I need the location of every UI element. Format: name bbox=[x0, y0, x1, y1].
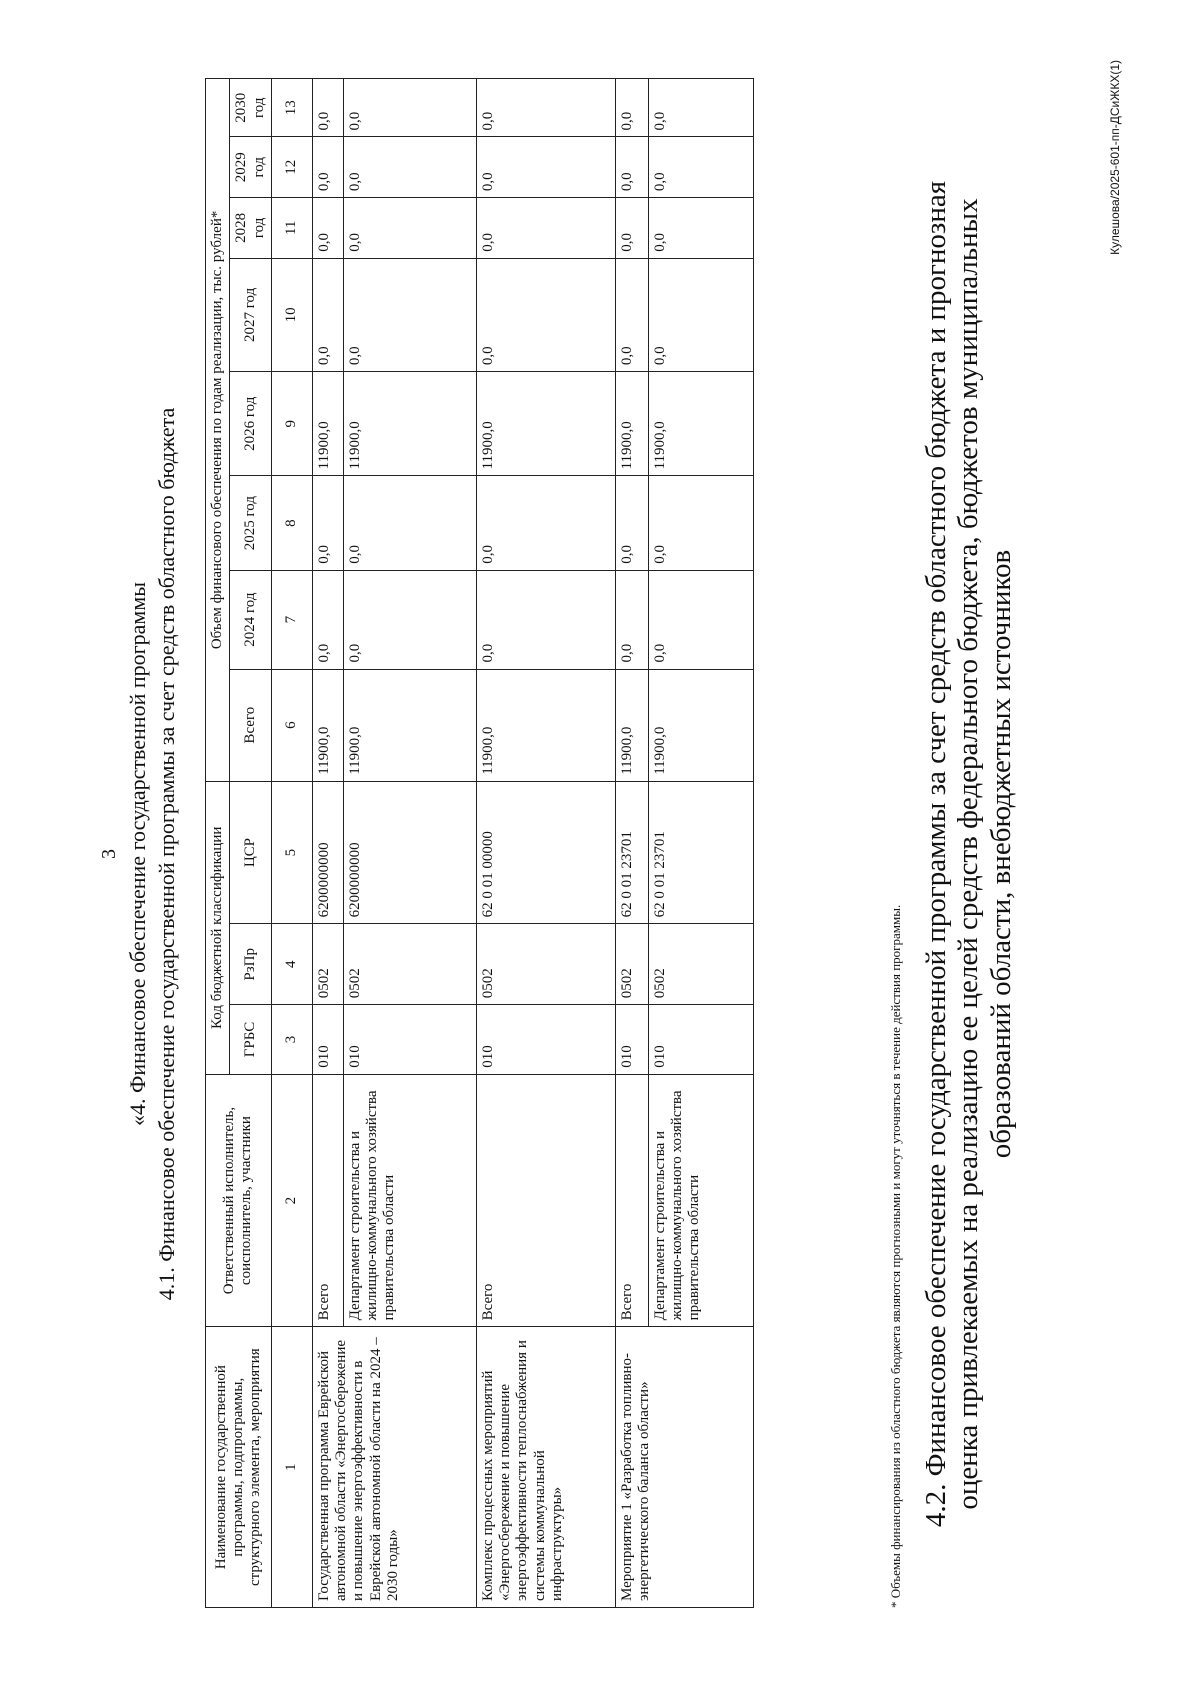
year-cell: 0,0 bbox=[343, 258, 476, 371]
rzpr-cell: 0502 bbox=[343, 924, 476, 1005]
next-section-heading-line: образований области, внебюджетных источников bbox=[984, 549, 1017, 1159]
header-csr: ЦСР bbox=[230, 781, 272, 924]
header-grbs: ГРБС bbox=[230, 1005, 272, 1075]
grbs-cell: 010 bbox=[476, 1005, 615, 1075]
column-number: 8 bbox=[271, 476, 312, 570]
total-cell: 11900,0 bbox=[476, 669, 615, 781]
column-number: 5 bbox=[271, 781, 312, 924]
column-number: 1 bbox=[271, 1327, 312, 1608]
column-number: 2 bbox=[271, 1074, 312, 1327]
header-funding: Объем финансового обеспечения по годам реализации, тыс. рублей* bbox=[206, 79, 230, 782]
column-number: 11 bbox=[271, 198, 312, 259]
total-cell: 11900,0 bbox=[648, 669, 753, 781]
column-number: 12 bbox=[271, 137, 312, 198]
rzpr-cell: 0502 bbox=[312, 924, 343, 1005]
subsection-heading: 4.1. Финансовое обеспечение государственной программы за счет средств областного бюджета bbox=[154, 407, 179, 1301]
footnote: * Объемы финансирования из областного бюджета являются прогнозными и могут уточняться в течение действия программы. bbox=[888, 904, 903, 1608]
column-number-row bbox=[271, 79, 312, 1608]
csr-cell: 62 0 01 23701 bbox=[615, 781, 648, 924]
measure-name: Мероприятие 1 «Разработка топливно-энергетического баланса области» bbox=[615, 1327, 753, 1608]
next-section-heading bbox=[920, 0, 1017, 1708]
year-cell: 0,0 bbox=[615, 570, 648, 669]
year-cell: 0,0 bbox=[312, 198, 343, 259]
funding-table bbox=[205, 78, 754, 1608]
executor-cell: Департамент строительства и жилищно-коммунального хозяйства правительства области bbox=[343, 1074, 476, 1327]
csr-cell: 62 0 01 00000 bbox=[476, 781, 615, 924]
year-cell: 0,0 bbox=[615, 258, 648, 371]
header-year: 2028 год bbox=[230, 198, 272, 259]
year-cell: 11900,0 bbox=[476, 372, 615, 476]
column-number: 13 bbox=[271, 79, 312, 137]
year-cell: 0,0 bbox=[615, 198, 648, 259]
program-name: Государственная программа Еврейской автономной области «Энергосбережение и повышение энергоэффективности в Еврейской автономной области на 2024 – 2030 годы» bbox=[312, 1327, 476, 1608]
csr-cell: 62 0 01 23701 bbox=[648, 781, 753, 924]
year-cell: 0,0 bbox=[615, 79, 648, 137]
year-cell: 0,0 bbox=[343, 137, 476, 198]
header-kbk: Код бюджетной классификации bbox=[206, 781, 230, 1074]
table-row bbox=[615, 79, 648, 1608]
year-cell: 0,0 bbox=[312, 137, 343, 198]
year-cell: 0,0 bbox=[476, 476, 615, 570]
table-row bbox=[476, 79, 615, 1608]
header-total: Всего bbox=[230, 669, 272, 781]
grbs-cell: 010 bbox=[312, 1005, 343, 1075]
year-cell: 0,0 bbox=[312, 79, 343, 137]
header-name: Наименование государственной программы, подпрограммы, структурного элемента, мероприятия bbox=[206, 1327, 272, 1608]
year-cell: 0,0 bbox=[648, 570, 753, 669]
year-cell: 11900,0 bbox=[312, 372, 343, 476]
grbs-cell: 010 bbox=[615, 1005, 648, 1075]
executor-cell: Всего bbox=[476, 1074, 615, 1327]
executor-cell: Всего bbox=[615, 1074, 648, 1327]
header-executor: Ответственный исполнитель, соисполнитель, участники bbox=[206, 1074, 272, 1327]
year-cell: 0,0 bbox=[476, 198, 615, 259]
column-number: 10 bbox=[271, 258, 312, 371]
column-number: 3 bbox=[271, 1005, 312, 1075]
year-cell: 11900,0 bbox=[615, 372, 648, 476]
year-cell: 0,0 bbox=[648, 476, 753, 570]
year-cell: 0,0 bbox=[343, 79, 476, 137]
page-number: 3 bbox=[98, 849, 120, 859]
column-number: 7 bbox=[271, 570, 312, 669]
section-heading: «4. Финансовое обеспечение государственной программы bbox=[125, 581, 150, 1127]
document-id: Кулешова/2025-601-пп-ДСиЖКХ(1) bbox=[1108, 60, 1122, 255]
year-cell: 0,0 bbox=[476, 570, 615, 669]
total-cell: 11900,0 bbox=[615, 669, 648, 781]
column-number: 9 bbox=[271, 372, 312, 476]
year-cell: 0,0 bbox=[648, 79, 753, 137]
year-cell: 0,0 bbox=[615, 476, 648, 570]
executor-cell: Департамент строительства и жилищно-коммунального хозяйства правительства области bbox=[648, 1074, 753, 1327]
year-cell: 0,0 bbox=[476, 258, 615, 371]
year-cell: 0,0 bbox=[648, 137, 753, 198]
header-year: 2025 год bbox=[230, 476, 272, 570]
next-section-heading-line: 4.2. Финансовое обеспечение государственной программы за счет средств областного бюджета и прогнозная bbox=[920, 180, 952, 1528]
year-cell: 0,0 bbox=[343, 570, 476, 669]
year-cell: 0,0 bbox=[476, 137, 615, 198]
year-cell: 0,0 bbox=[343, 476, 476, 570]
executor-cell: Всего bbox=[312, 1074, 343, 1327]
year-cell: 0,0 bbox=[476, 79, 615, 137]
year-cell: 0,0 bbox=[312, 258, 343, 371]
csr-cell: 6200000000 bbox=[312, 781, 343, 924]
rzpr-cell: 0502 bbox=[648, 924, 753, 1005]
rzpr-cell: 0502 bbox=[476, 924, 615, 1005]
year-cell: 0,0 bbox=[312, 570, 343, 669]
header-year: 2026 год bbox=[230, 372, 272, 476]
year-cell: 11900,0 bbox=[343, 372, 476, 476]
table-row bbox=[312, 79, 343, 1608]
column-number: 4 bbox=[271, 924, 312, 1005]
grbs-cell: 010 bbox=[648, 1005, 753, 1075]
year-cell: 0,0 bbox=[343, 198, 476, 259]
header-rzpr: РзПр bbox=[230, 924, 272, 1005]
column-number: 6 bbox=[271, 669, 312, 781]
header-year: 2027 год bbox=[230, 258, 272, 371]
year-cell: 11900,0 bbox=[648, 372, 753, 476]
rzpr-cell: 0502 bbox=[615, 924, 648, 1005]
csr-cell: 6200000000 bbox=[343, 781, 476, 924]
next-section-heading-line: оценка привлекаемых на реализацию ее целей средств федерального бюджета, бюджетов муниципальных bbox=[952, 198, 985, 1510]
header-year: 2024 год bbox=[230, 570, 272, 669]
complex-name: Комплекс процессных мероприятий «Энергосбережение и повышение энергоэффективности теплоснабжения и системы коммунальной инфраструктуры» bbox=[476, 1327, 615, 1608]
header-year: 2030 год bbox=[230, 79, 272, 137]
year-cell: 0,0 bbox=[648, 198, 753, 259]
year-cell: 0,0 bbox=[615, 137, 648, 198]
total-cell: 11900,0 bbox=[312, 669, 343, 781]
year-cell: 0,0 bbox=[648, 258, 753, 371]
total-cell: 11900,0 bbox=[343, 669, 476, 781]
header-year: 2029 год bbox=[230, 137, 272, 198]
grbs-cell: 010 bbox=[343, 1005, 476, 1075]
year-cell: 0,0 bbox=[312, 476, 343, 570]
